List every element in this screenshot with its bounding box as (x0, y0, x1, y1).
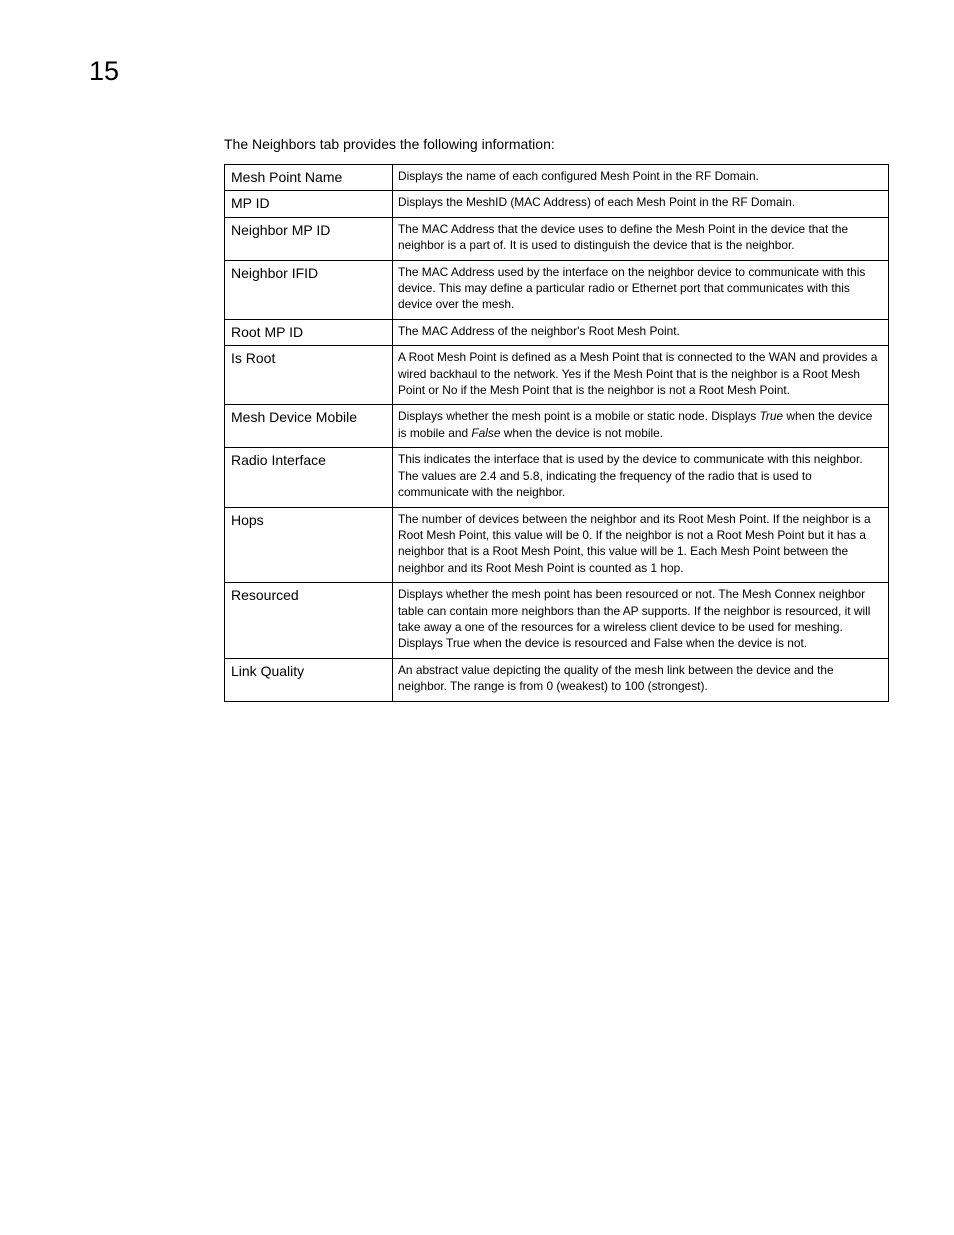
description-cell: This indicates the interface that is used by the device to communicate with this neighbor. The values are 2.4 and 5.8, indicating the frequency of the radio that is used to communicate with the neighbor. (393, 448, 889, 507)
table-row-mp-id (225, 191, 889, 217)
table-row-neighbor-mp-id (225, 217, 889, 260)
term-cell: Neighbor IFID (225, 260, 393, 319)
description-cell: The MAC Address used by the interface on the neighbor device to communicate with this device. This may define a particular radio or Ethernet port that communicates with this device over the mesh. (393, 260, 889, 319)
description-cell: The MAC Address of the neighbor's Root Mesh Point. (393, 319, 889, 345)
intro-tab-name: Neighbors (252, 136, 316, 152)
term-cell: Link Quality (225, 658, 393, 701)
description-cell: Displays the MeshID (MAC Address) of each Mesh Point in the RF Domain. (393, 191, 889, 217)
table-row-radio-interface (225, 448, 889, 507)
description-cell (393, 405, 889, 448)
intro-paragraph (224, 135, 555, 153)
table-row-mesh-point-name (225, 165, 889, 191)
term-cell: Radio Interface (225, 448, 393, 507)
description-cell: A Root Mesh Point is defined as a Mesh Point that is connected to the WAN and provides a wired backhaul to the network. Yes if the Mesh Point that is the neighbor is a Root Mesh Point or No if the Mesh Point that is the neighbor is not a Root Mesh Point. (393, 346, 889, 405)
intro-prefix: The (224, 136, 253, 152)
description-cell: Displays the name of each configured Mesh Point in the RF Domain. (393, 165, 889, 191)
description-text: when the device is not mobile. (500, 425, 664, 440)
chapter-number: 15 (89, 56, 120, 86)
term-cell: Is Root (225, 346, 393, 405)
neighbors-info-table (224, 164, 889, 702)
table-row-neighbor-ifid (225, 260, 889, 319)
table-row-root-mp-id (225, 319, 889, 345)
description-cell: The MAC Address that the device uses to define the Mesh Point in the device that the neighbor is a part of. It is used to distinguish the device that is the neighbor. (393, 217, 889, 260)
true-value: True (759, 409, 784, 424)
term-cell: Hops (225, 507, 393, 583)
description-text: Displays whether the mesh point is a mobile or static node. Displays (398, 409, 760, 424)
term-cell: Neighbor MP ID (225, 217, 393, 260)
table-row-resourced (225, 583, 889, 659)
false-value: False (471, 425, 501, 440)
table-row-mesh-device-mobile (225, 405, 889, 448)
description-text: when the device is mobile and (398, 409, 873, 440)
table-row-is-root (225, 346, 889, 405)
description-cell: The number of devices between the neighbor and its Root Mesh Point. If the neighbor is a Root Mesh Point, this value will be 0. If the neighbor is not a Root Mesh Point but it has a neighbor that is a Root Mesh Point, this value will be 1. Each Mesh Point between the neighbor and its Root Mesh Point is counted as 1 hop. (393, 507, 889, 583)
table-row-hops (225, 507, 889, 583)
intro-suffix: tab provides the following information: (315, 136, 555, 152)
description-cell: Displays whether the mesh point has been resourced or not. The Mesh Connex neighbor table can contain more neighbors than the AP supports. If the neighbor is resourced, it will take away a one of the resources for a wireless client device to be used for meshing. Displays True when the device is resourced and False when the device is not. (393, 583, 889, 659)
term-cell: Resourced (225, 583, 393, 659)
description-cell: An abstract value depicting the quality of the mesh link between the device and the neighbor. The range is from 0 (weakest) to 100 (strongest). (393, 658, 889, 701)
table-row-link-quality (225, 658, 889, 701)
term-cell: MP ID (225, 191, 393, 217)
term-cell: Root MP ID (225, 319, 393, 345)
term-cell: Mesh Point Name (225, 165, 393, 191)
term-cell: Mesh Device Mobile (225, 405, 393, 448)
